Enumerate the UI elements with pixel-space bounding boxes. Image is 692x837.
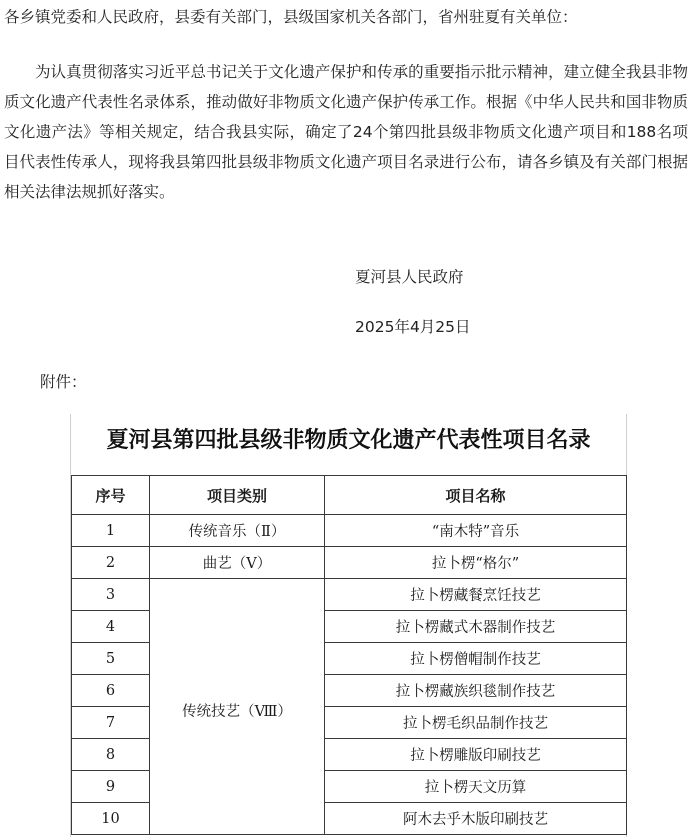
row-no: 9 (72, 771, 150, 803)
heritage-list-table (71, 475, 627, 835)
row-name: 拉卜楞僧帽制作技艺 (325, 643, 627, 675)
row-no: 8 (72, 739, 150, 771)
column-header-name: 项目名称 (325, 476, 627, 515)
attachment-label: 附件： (40, 373, 87, 391)
row-name: 拉卜楞雕版印刷技艺 (325, 739, 627, 771)
row-no: 3 (72, 579, 150, 611)
row-name: 拉卜楞藏族织毯制作技艺 (325, 675, 627, 707)
row-name: 拉卜楞藏式木器制作技艺 (325, 611, 627, 643)
row-name: 拉卜楞“格尔” (325, 547, 627, 579)
row-no: 7 (72, 707, 150, 739)
salutation: 各乡镇党委和人民政府，县委有关部门，县级国家机关各部门，省州驻夏有关单位： (4, 8, 578, 26)
table-row (72, 579, 627, 611)
notice-body-paragraph: 为认真贯彻落实习近平总书记关于文化遗产保护和传承的重要指示批示精神，建立健全我县非物质文化遗产代表性名录体系，推动做好非物质文化遗产保护传承工作。根据《中华人民共和国非物质文化遗产法》等相关规定，结合我县实际，确定了24个第四批县级非物质文化遗产项目和188名项目代表性传承人，现将我县第四批县级非物质文化遗产项目名录进行公布，请各乡镇及有关部门根据相关法律法规抓好落实。 (4, 63, 688, 201)
table-row (72, 515, 627, 547)
column-header-no: 序号 (72, 476, 150, 515)
row-name: 拉卜楞藏餐烹饪技艺 (325, 579, 627, 611)
row-category: 曲艺（Ⅴ） (150, 547, 325, 579)
row-no: 4 (72, 611, 150, 643)
row-no: 2 (72, 547, 150, 579)
column-header-category: 项目类别 (150, 476, 325, 515)
row-name: 拉卜楞毛织品制作技艺 (325, 707, 627, 739)
attachment-image (70, 414, 627, 837)
row-no: 5 (72, 643, 150, 675)
row-category-merged: 传统技艺（Ⅷ） (150, 579, 325, 835)
row-no: 6 (72, 675, 150, 707)
issuing-authority: 夏河县人民政府 (355, 268, 464, 286)
attachment-title: 夏河县第四批县级非物质文化遗产代表性项目名录 (106, 427, 591, 453)
row-no: 10 (72, 803, 150, 835)
row-name: “南木特”音乐 (325, 515, 627, 547)
row-name: 拉卜楞天文历算 (325, 771, 627, 803)
table-row (72, 547, 627, 579)
row-name: 阿木去乎木版印刷技艺 (325, 803, 627, 835)
issue-date: 2025年4月25日 (355, 318, 471, 336)
row-no: 1 (72, 515, 150, 547)
table-header-row (72, 476, 627, 515)
row-category: 传统音乐（Ⅱ） (150, 515, 325, 547)
